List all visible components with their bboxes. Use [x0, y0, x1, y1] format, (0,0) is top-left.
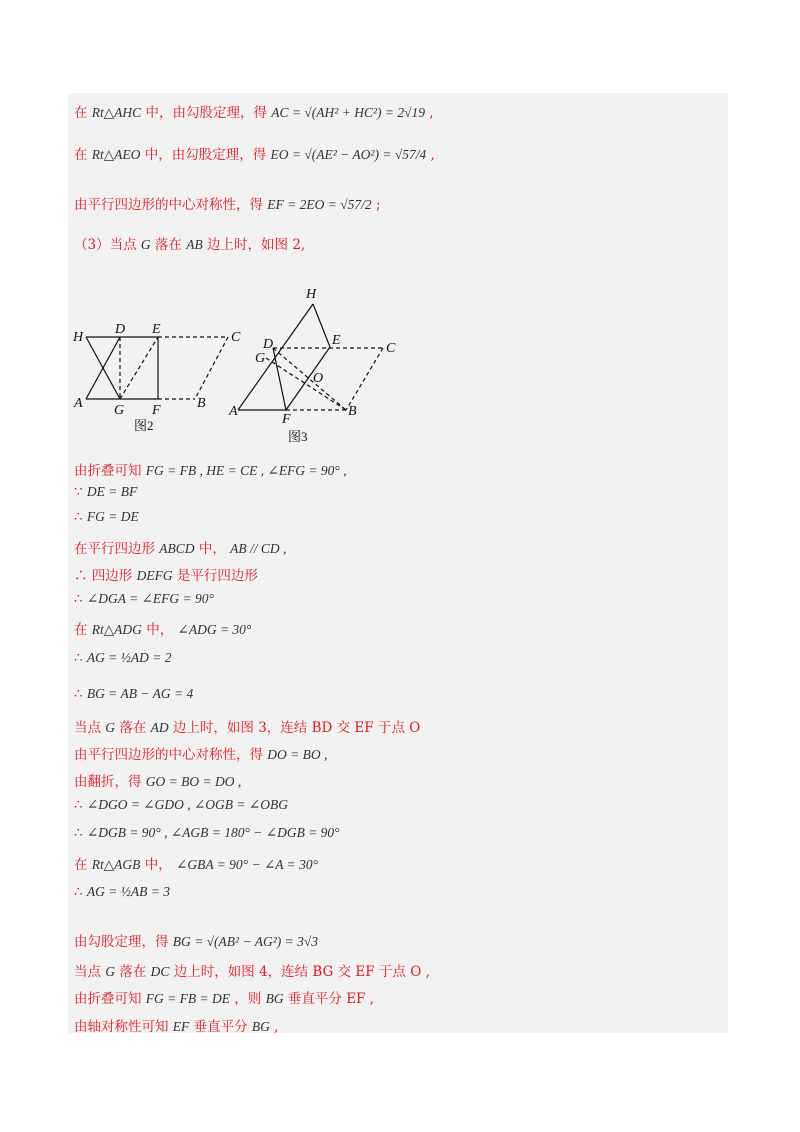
geometry-figures [68, 282, 408, 447]
math-expression: FG = DE [86, 509, 139, 524]
solution-line [74, 884, 170, 900]
solution-line [74, 233, 305, 253]
math-expression: Rt△ADG [91, 622, 142, 637]
math-expression: Rt△AEO [91, 147, 141, 162]
text-segment: ∴ [74, 825, 87, 841]
solution-line [74, 1015, 278, 1035]
text-segment: 中， [140, 857, 177, 873]
text-segment: ∴ [74, 650, 87, 666]
solution-line [74, 770, 241, 790]
math-expression: ∠DGB = 90° , ∠AGB = 180° − ∠DGB = 90° [86, 825, 340, 840]
math-expression: ABCD [159, 541, 195, 556]
text-segment: 是平行四边形 [172, 568, 258, 584]
fig2-caption: 图2 [134, 418, 154, 433]
fig2-label-H: H [73, 330, 84, 345]
text-segment: ∴ [74, 591, 87, 607]
math-expression: AG = ½AD = 2 [86, 650, 172, 665]
solution-line [74, 686, 193, 702]
solution-line [74, 853, 318, 873]
fig2-label-G: G [114, 403, 125, 418]
figures [68, 282, 408, 447]
math-expression: Rt△AGB [91, 857, 141, 872]
solution-line [74, 143, 435, 163]
text-segment: 中， [194, 541, 231, 557]
math-expression: FG = FB = DE [145, 991, 231, 1006]
text-segment: （3）当点 [74, 237, 141, 253]
fig3-label-H: H [306, 287, 317, 302]
math-expression: ∠DGO = ∠GDO , ∠OGB = ∠OBG [86, 797, 288, 812]
text-segment: 垂直平分 [189, 1019, 252, 1035]
fig3-label-D: D [263, 337, 274, 352]
text-segment: 垂直平分 EF , [283, 991, 374, 1007]
text-segment: 由折叠可知 [74, 463, 146, 479]
math-expression: EF = 2EO = √57/2 [267, 197, 372, 212]
fig2-label-A: A [74, 396, 83, 411]
math-expression: AB [186, 237, 203, 252]
solution-line [74, 618, 251, 638]
text-segment: 当点 [74, 720, 106, 736]
text-segment: 由平行四边形的中心对称性，得 [74, 197, 268, 213]
math-expression: BG = AB − AG = 4 [86, 686, 194, 701]
solution-line [74, 825, 340, 841]
math-expression: ∠GBA = 90° − ∠A = 30° [176, 857, 319, 872]
fig3-label-G: G [255, 351, 266, 366]
math-expression: G [105, 964, 116, 979]
math-expression: BG [251, 1019, 270, 1034]
math-expression: EF [172, 1019, 190, 1034]
text-segment: 由折叠可知 [74, 991, 146, 1007]
fig2-label-C: C [231, 330, 241, 345]
solution-line [74, 484, 137, 500]
text-segment: ∵ [74, 484, 87, 500]
fig3-label-E: E [332, 333, 341, 348]
text-segment: 由平行四边形的中心对称性，得 [74, 747, 268, 763]
math-expression: ∠DGA = ∠EFG = 90° [86, 591, 214, 606]
solution-line [74, 960, 430, 980]
math-expression: Rt△AHC [91, 105, 142, 120]
text-segment: 落在 [150, 237, 187, 253]
math-expression: AC = √(AH² + HC²) = 2√19 [271, 105, 426, 120]
text-segment: 边上时，如图 3，连结 BD 交 EF 于点 O [168, 720, 421, 736]
text-segment: ∴ [74, 797, 87, 813]
math-expression: AB // CD , [230, 541, 287, 556]
text-segment: 中， [141, 622, 178, 638]
fig3-label-B: B [348, 404, 357, 419]
text-segment: 当点 [74, 964, 106, 980]
math-expression: DO = BO , [267, 747, 328, 762]
text-segment: ∴ 四边形 [74, 568, 137, 584]
solution-line [74, 650, 171, 666]
fig2-label-E: E [152, 322, 161, 337]
text-segment: 中，由勾股定理，得 [141, 105, 272, 121]
fig2-label-B: B [197, 396, 206, 411]
math-expression: ∠ADG = 30° [177, 622, 252, 637]
figure-2 [86, 337, 228, 399]
text-segment: , [426, 147, 435, 163]
fig2-label-F: F [152, 403, 161, 418]
math-expression: DEFG [136, 568, 173, 583]
text-segment: 在 [74, 857, 92, 873]
text-segment: 落在 [115, 964, 151, 980]
math-expression: DC [150, 964, 170, 979]
solution-line [74, 537, 286, 557]
fig2-label-D: D [115, 322, 126, 337]
math-expression: GO = BO = DO , [145, 774, 242, 789]
math-expression: EO = √(AE² − AO²) = √57/4 [270, 147, 427, 162]
text-segment: ，则 [230, 991, 266, 1007]
text-segment: 由勾股定理，得 [74, 934, 173, 950]
text-segment: 由轴对称性可知 [74, 1019, 173, 1035]
solution-line [74, 797, 288, 813]
solution-line [74, 930, 318, 950]
fig3-label-C: C [386, 341, 396, 356]
math-expression: DE = BF [86, 484, 138, 499]
math-expression: BG = √(AB² − AG²) = 3√3 [172, 934, 319, 949]
fig3-label-O: O [313, 371, 324, 386]
math-expression: FG = FB , HE = CE , ∠EFG = 90° , [145, 463, 347, 478]
solution-line [74, 101, 434, 121]
text-segment: 在 [74, 105, 92, 121]
text-segment: , [425, 105, 434, 121]
fig3-label-F: F [282, 412, 291, 427]
text-segment: 在 [74, 622, 92, 638]
math-expression: BG [265, 991, 284, 1006]
text-segment: 由翻折，得 [74, 774, 146, 790]
text-segment: 边上时，如图 4，连结 BG 交 EF 于点 O , [169, 964, 430, 980]
solution-line [74, 193, 381, 213]
math-expression: AD [150, 720, 169, 735]
text-segment: ∴ [74, 509, 87, 525]
solution-line [74, 987, 374, 1007]
solution-line [74, 716, 420, 736]
solution-line [74, 743, 327, 763]
text-segment: ∴ [74, 686, 87, 702]
text-segment: 边上时，如图 2, [202, 237, 306, 253]
text-segment: , [269, 1019, 279, 1035]
fig3-label-A: A [229, 404, 238, 419]
math-expression: G [105, 720, 116, 735]
solution-line [74, 564, 258, 584]
solution-line [74, 591, 214, 607]
solution-line [74, 509, 139, 525]
text-segment: 中，由勾股定理，得 [140, 147, 271, 163]
math-expression: AG = ½AB = 3 [86, 884, 170, 899]
text-segment: 在 [74, 147, 92, 163]
text-segment: 在平行四边形 [74, 541, 160, 557]
solution-line [74, 459, 347, 479]
fig3-caption: 图3 [288, 429, 308, 444]
text-segment: ; [371, 197, 381, 213]
math-expression: G [140, 237, 151, 252]
text-segment: 落在 [115, 720, 151, 736]
text-segment: ∴ [74, 884, 87, 900]
